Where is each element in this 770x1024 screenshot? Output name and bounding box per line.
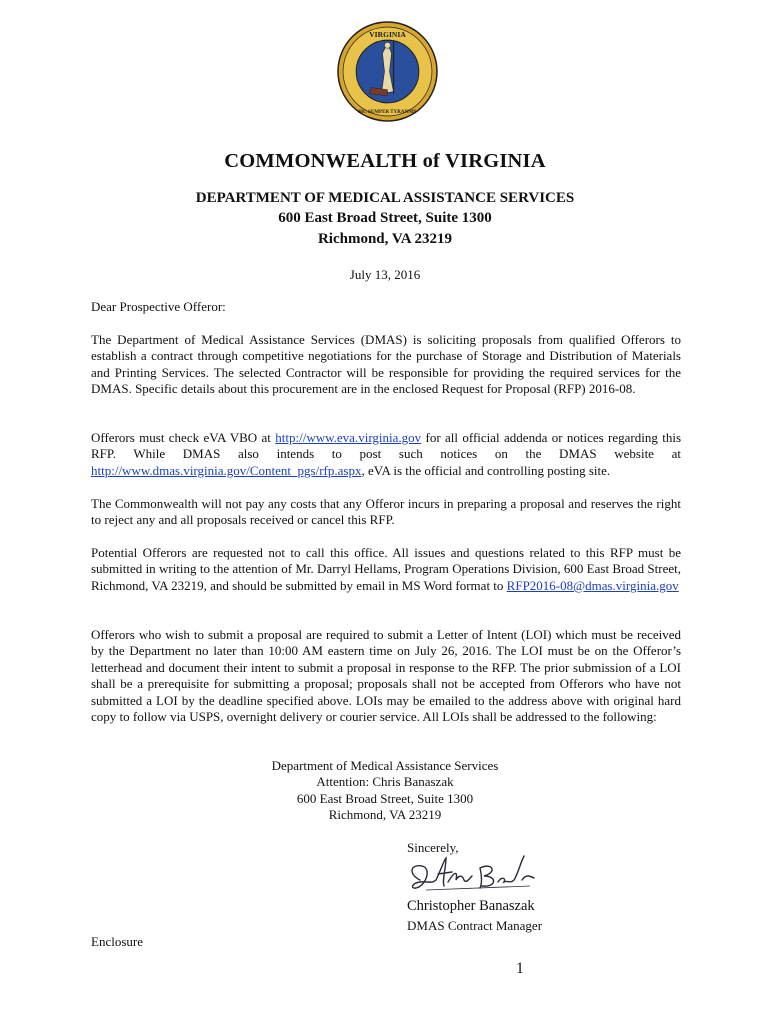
handwritten-signature <box>402 850 542 900</box>
paragraph-intro: The Department of Medical Assistance Services (DMAS) is soliciting proposals from qualified Offerors to establish a contract through competitive negotiations for the purchase of Storage and Distribution of Materials and Printing Services. The selected Contractor will be responsible for providing the required services for the DMAS. Specific details about this procurement are in the enclosed Request for Proposal (RFP) 2016-08. <box>91 332 681 397</box>
paragraph-text: Potential Offerors are requested not to call this office. All issues and questions related to this RFP must be submitted in writing to the attention of Mr. Darryl Hellams, Program Operations Division, 600 East Broad Street, Richmond, VA 23219, and should be submitted by email in MS Word format to <box>91 545 681 593</box>
rfp-email-link[interactable]: RFP2016-08@dmas.virginia.gov <box>506 577 679 593</box>
address-line: Department of Medical Assistance Services <box>271 758 499 773</box>
paragraph-text: for all official addenda or notices regarding this RFP. While DMAS also intends to post such notices on the DMAS website at <box>91 430 682 462</box>
page-number: 1 <box>516 960 524 977</box>
signer-name: Christopher Banaszak <box>407 898 535 914</box>
address-line: Richmond, VA 23219 <box>328 807 442 823</box>
enclosure-note: Enclosure <box>91 934 143 949</box>
paragraph-costs: The Commonwealth will not pay any costs that any Offeror incurs in preparing a proposal and reserves the right to reject any and all proposals received or cancel this RFP. <box>91 496 681 528</box>
letterhead-title: COMMONWEALTH of VIRGINIA <box>224 150 546 172</box>
department-address-line2: Richmond, VA 23219 <box>317 231 453 247</box>
seal-motto: SIC SEMPER TYRANNIS <box>358 108 417 115</box>
eva-link[interactable]: http://www.eva.virginia.gov <box>275 430 422 445</box>
paragraph-questions <box>91 545 681 594</box>
seal-top-text: VIRGINIA <box>369 30 406 40</box>
department-address-line1: 600 East Broad Street, Suite 1300 <box>278 210 492 226</box>
paragraph-text: , eVA is the official and controlling posting site. <box>361 462 611 478</box>
address-line: Attention: Chris Banaszak <box>316 774 454 790</box>
virginia-seal <box>337 21 438 122</box>
paragraph-letter-of-intent: Offerors who wish to submit a proposal are required to submit a Letter of Intent (LOI) which must be received by the Department no later than 10:00 AM eastern time on July 26, 2016. The LOI must be on the Offeror’s letterhead and document their intent to submit a proposal in response to the RFP. The prior submission of a LOI shall be a prerequisite for submitting a proposal; proposals shall not be accepted from Offerors who have not submitted a LOI by the deadline specified above. LOIs may be emailed to the address above with original hard copy to follow via USPS, overnight delivery or courier service. All LOIs shall be addressed to the following: <box>91 627 681 725</box>
signer-title: DMAS Contract Manager <box>407 918 543 933</box>
salutation: Dear Prospective Offeror: <box>91 299 226 314</box>
letter-date: July 13, 2016 <box>349 267 421 282</box>
paragraph-eva-notices <box>91 430 681 479</box>
address-line: 600 East Broad Street, Suite 1300 <box>296 790 474 806</box>
loi-address-block <box>0 758 770 824</box>
paragraph-text: Offerors must check eVA VBO at <box>91 430 276 445</box>
dmas-rfp-link[interactable]: http://www.dmas.virginia.gov/Content_pgs/rfp.aspx <box>91 462 362 478</box>
closing-sincerely: Sincerely, <box>407 840 459 855</box>
department-name: DEPARTMENT OF MEDICAL ASSISTANCE SERVICES <box>195 190 575 206</box>
